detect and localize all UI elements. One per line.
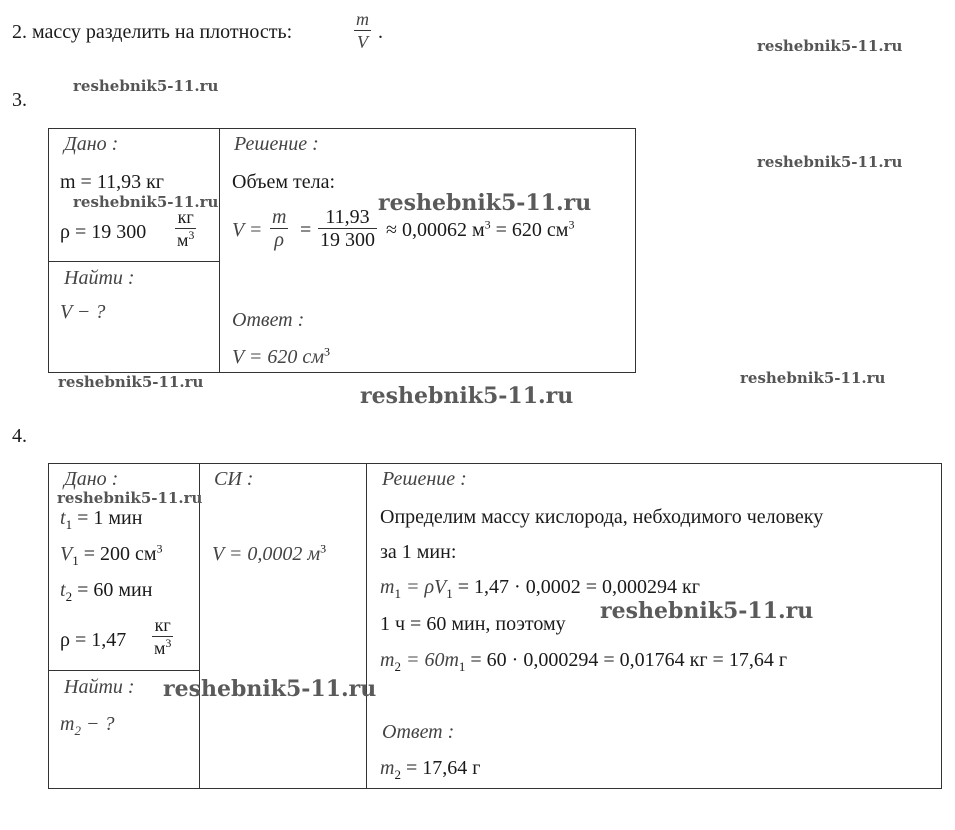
si-text: V = 0,0002 м [212, 543, 321, 565]
sub: 2 [74, 723, 81, 738]
watermark: reshebnik5-11.ru [57, 489, 203, 507]
answer-exp: 3 [324, 344, 330, 359]
item3-label: 3. [12, 89, 27, 111]
var: m [60, 713, 75, 735]
sub: 2 [394, 659, 401, 674]
frac-num: 11,93 [325, 206, 370, 228]
unit-num: кг [154, 615, 171, 635]
item3-density-unit [175, 206, 196, 251]
item3-formula-lhs: V = [232, 219, 263, 241]
var: m [380, 576, 395, 598]
item4-solution-line2: за 1 мин: [380, 541, 457, 563]
value: = 60 мин [77, 579, 153, 601]
item4-solution-line4: 1 ч = 60 мин, поэтому [380, 613, 566, 635]
rest: = 1,47 · 0,0002 = 0,000294 кг [452, 576, 700, 598]
item2-fraction [354, 8, 371, 53]
unit-num: кг [177, 207, 194, 227]
sub: 2 [65, 589, 73, 604]
watermark: reshebnik5-11.ru [757, 37, 903, 55]
watermark: reshebnik5-11.ru [757, 153, 903, 171]
item4-solution-head: Решение : [382, 468, 467, 490]
unit-den-text: м [177, 230, 189, 250]
watermark: reshebnik5-11.ru [740, 369, 886, 387]
item4-given-v1 [60, 542, 163, 566]
answer-text: V = 620 см [232, 346, 324, 368]
item4-find-head: Найти : [64, 676, 135, 698]
frac-den: ρ [270, 228, 288, 251]
item3-divider [219, 128, 220, 372]
var: t [60, 579, 66, 601]
item3-find-head: Найти : [64, 267, 135, 289]
item3-formula-frac1 [270, 206, 288, 251]
item3-formula-rhs [386, 218, 574, 242]
value: = 1 мин [77, 507, 143, 529]
sub: 1 [65, 517, 73, 532]
item2-frac-den: V [354, 30, 371, 53]
watermark: reshebnik5-11.ru [600, 598, 814, 624]
watermark: reshebnik5-11.ru [73, 77, 219, 95]
var: V [60, 543, 73, 565]
sub: 1 [446, 586, 453, 601]
item4-divider [366, 463, 367, 788]
frac-num: m [272, 206, 287, 228]
item4-answer [380, 756, 480, 780]
item4-given-t1 [60, 506, 142, 530]
item4-solution-line5 [380, 648, 787, 672]
item4-divider [199, 463, 200, 788]
var: m [380, 757, 395, 779]
item4-given-t2 [60, 578, 152, 602]
item4-density-unit [152, 614, 173, 659]
rest: − ? [80, 713, 115, 735]
var: m [380, 649, 395, 671]
item4-answer-head: Ответ : [382, 721, 455, 743]
item3-divider [48, 261, 220, 262]
item4-find [60, 712, 114, 736]
item3-formula-eq: = [300, 219, 312, 241]
rhs-exp: 3 [568, 217, 575, 232]
rest: = 60 · 0,000294 = 0,01764 кг = 17,64 г [465, 649, 788, 671]
item2-text: 2. массу разделить на плотность: [12, 21, 293, 43]
rhs-exp: 3 [484, 217, 491, 232]
item2-end: . [378, 21, 383, 43]
item3-solution-head: Решение : [234, 133, 319, 155]
watermark: reshebnik5-11.ru [360, 383, 574, 409]
exp: 3 [156, 541, 163, 556]
sub: 2 [394, 767, 401, 782]
si-exp: 3 [320, 541, 327, 556]
unit-den-text: м [154, 638, 166, 658]
item4-solution-line1: Определим массу кислорода, небходимого человеку [380, 506, 824, 528]
rest: = 17,64 г [400, 757, 481, 779]
item3-given-head: Дано : [64, 133, 119, 155]
unit-exp: 3 [165, 636, 172, 650]
watermark: reshebnik5-11.ru [73, 193, 219, 211]
unit-den [175, 228, 196, 251]
item4-label: 4. [12, 425, 27, 447]
rhs-a: ≈ 0,00062 м [386, 219, 485, 241]
rhs-b: = 620 см [490, 219, 569, 241]
var: t [60, 507, 66, 529]
item3-solution-intro: Объем тела: [232, 171, 336, 193]
unit-exp: 3 [188, 228, 195, 242]
sub: 1 [458, 659, 466, 674]
item4-si-head: СИ : [214, 468, 254, 490]
item3-find: V − ? [60, 301, 106, 323]
item3-answer-head: Ответ : [232, 309, 305, 331]
sub: 1 [72, 553, 79, 568]
item3-answer [232, 345, 330, 369]
watermark: reshebnik5-11.ru [58, 373, 204, 391]
item2-frac-num: m [356, 9, 369, 29]
sub: 1 [394, 586, 401, 601]
item3-given-mass: m = 11,93 кг [60, 171, 165, 193]
unit-den [152, 636, 173, 659]
item3-given-density: ρ = 19 300 [60, 221, 147, 243]
var: = 60m [400, 649, 459, 671]
item3-formula-frac2 [318, 206, 377, 251]
item4-si-value [212, 542, 326, 566]
value: = 200 см [83, 543, 157, 565]
watermark: reshebnik5-11.ru [163, 676, 377, 702]
item4-given-head: Дано : [64, 468, 119, 490]
item4-solution-line3 [380, 575, 700, 599]
var: = ρV [400, 576, 447, 598]
item4-given-density: ρ = 1,47 [60, 629, 127, 651]
item4-divider [48, 670, 200, 671]
frac-den: 19 300 [320, 229, 375, 251]
watermark: reshebnik5-11.ru [378, 190, 592, 216]
